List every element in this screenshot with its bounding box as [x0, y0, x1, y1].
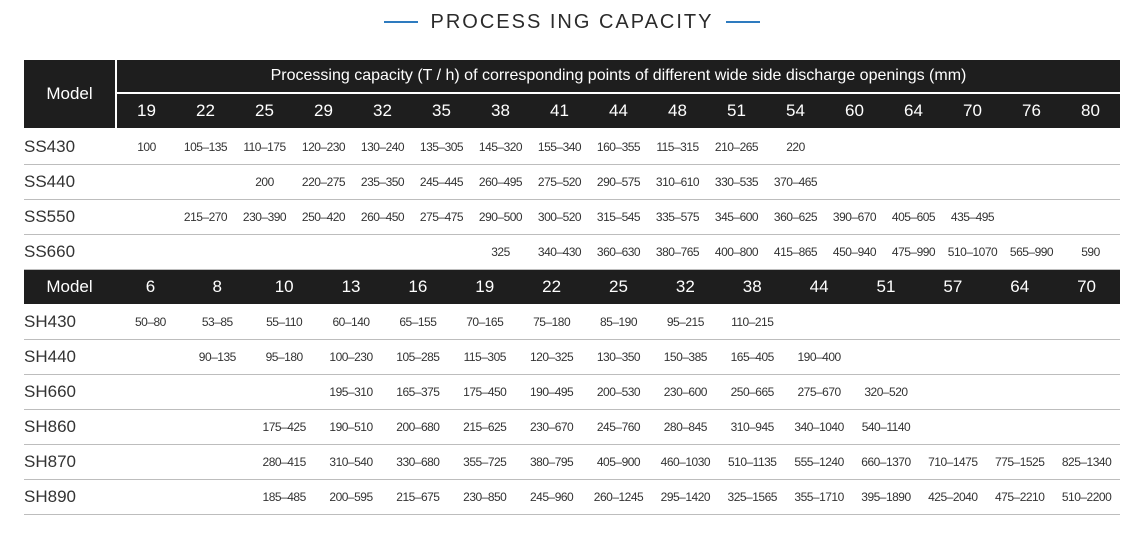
- capacity-cell: 160–355: [596, 140, 641, 154]
- capacity-cell: [1053, 305, 1120, 339]
- capacity-cell: [184, 480, 251, 514]
- model-name: SS550: [24, 207, 76, 226]
- ss_table-size-header: 64: [904, 101, 923, 120]
- capacity-cell: 53–85: [201, 315, 233, 329]
- ss_table-size-header: 76: [1022, 101, 1041, 120]
- capacity-cell: 565–990: [1009, 245, 1054, 259]
- model-name: SS440: [24, 172, 76, 191]
- capacity-cell: [1053, 375, 1120, 409]
- capacity-cell: [919, 410, 986, 444]
- capacity-cell: 65–155: [399, 315, 437, 329]
- capacity-cell: 55–110: [266, 315, 303, 329]
- ss_table-size-header: 41: [550, 101, 569, 120]
- capacity-cell: 215–270: [183, 210, 228, 224]
- capacity-cell: 115–315: [656, 140, 699, 154]
- capacity-cell: 175–425: [262, 420, 306, 434]
- capacity-cell: 405–900: [596, 455, 641, 469]
- ss-size-header-row: [117, 94, 1120, 128]
- capacity-cell: 510–1135: [727, 455, 777, 469]
- capacity-cell: [853, 340, 920, 374]
- capacity-cell: 50–80: [134, 315, 166, 329]
- capacity-cell: 245–445: [419, 175, 464, 189]
- capacity-cell: 380–765: [655, 245, 700, 259]
- capacity-cell: 260–450: [360, 210, 405, 224]
- capacity-cell: 510–2200: [1061, 490, 1112, 504]
- sh_table-size-header: 19: [475, 277, 495, 296]
- capacity-cell: 75–180: [533, 315, 571, 329]
- capacity-cell: 95–215: [666, 315, 704, 329]
- capacity-cell: 165–405: [730, 350, 774, 364]
- sh_table-size-header: 6: [145, 277, 156, 296]
- model-name: SH430: [24, 312, 76, 331]
- capacity-cell: [412, 235, 471, 269]
- capacity-cell: [176, 235, 235, 269]
- capacity-cell: [1061, 165, 1120, 199]
- page-title: PROCESS ING CAPACITY: [430, 10, 714, 33]
- sh_table-size-header: 13: [341, 277, 361, 296]
- capacity-cell: 90–135: [198, 350, 236, 364]
- capacity-cell: [1053, 410, 1120, 444]
- capacity-cell: 355–725: [463, 455, 507, 469]
- model-name: SS430: [24, 137, 76, 156]
- capacity-cell: 510–1070: [947, 245, 998, 259]
- capacity-cell: 825–1340: [1061, 455, 1112, 469]
- capacity-cell: 200–530: [596, 385, 641, 399]
- table-row: [24, 235, 1120, 270]
- capacity-cell: 230–850: [463, 490, 507, 504]
- sh_table-size-header: 57: [943, 277, 963, 296]
- ss_table-size-header: 51: [727, 101, 746, 120]
- sh-model-header: Model: [46, 277, 93, 296]
- capacity-cell: 190–495: [530, 385, 574, 399]
- capacity-cell: 220: [786, 140, 805, 154]
- ss_table-size-header: 80: [1081, 101, 1100, 120]
- capacity-cell: [176, 165, 235, 199]
- capacity-cell: [1002, 200, 1061, 234]
- sh_table-size-header: 10: [274, 277, 294, 296]
- capacity-cell: 190–510: [329, 420, 373, 434]
- model-name: SH890: [24, 487, 76, 506]
- capacity-cell: 215–625: [463, 420, 507, 434]
- ss_table-size-header: 44: [609, 101, 628, 120]
- sh_table-size-header: 38: [742, 277, 762, 296]
- capacity-cell: 165–375: [396, 385, 440, 399]
- table-row: [24, 130, 1120, 165]
- capacity-cell: [919, 305, 986, 339]
- capacity-cell: [117, 235, 176, 269]
- sh_table-size-header: 25: [609, 277, 628, 296]
- sh-table-header: [24, 270, 1120, 304]
- capacity-cell: [353, 235, 412, 269]
- capacity-cell: 590: [1081, 245, 1100, 259]
- ss_table-size-header: 35: [432, 101, 451, 120]
- ss-caption-header: Processing capacity (T / h) of corresponding points of different wide side discharge openings (mm): [117, 60, 1120, 92]
- capacity-cell: [884, 130, 943, 164]
- ss-model-header: Model: [24, 60, 115, 128]
- capacity-cell: [251, 375, 318, 409]
- capacity-cell: 100: [137, 140, 156, 154]
- page-title-bar: [0, 0, 1144, 44]
- capacity-cell: 260–495: [478, 175, 523, 189]
- capacity-cell: 435–495: [950, 210, 995, 224]
- capacity-cell: 460–1030: [660, 455, 711, 469]
- capacity-cell: 450–940: [832, 245, 877, 259]
- capacity-cell: [117, 445, 184, 479]
- capacity-cell: 150–385: [663, 350, 707, 364]
- capacity-cell: 555–1240: [794, 455, 844, 469]
- capacity-cell: 195–310: [329, 385, 373, 399]
- capacity-cell: [943, 165, 1002, 199]
- capacity-cell: 275–475: [419, 210, 464, 224]
- capacity-cell: 250–420: [301, 210, 346, 224]
- ss_table-size-header: 22: [196, 101, 215, 120]
- capacity-cell: 245–960: [530, 490, 574, 504]
- capacity-cell: [294, 235, 353, 269]
- model-name: SS660: [24, 242, 76, 261]
- title-left-rule: [384, 21, 418, 23]
- capacity-cell: 235–350: [360, 175, 405, 189]
- capacity-cell: 280–845: [663, 420, 707, 434]
- capacity-cell: 370–465: [773, 175, 818, 189]
- capacity-cell: [884, 165, 943, 199]
- capacity-cell: [1061, 200, 1120, 234]
- capacity-cell: [919, 375, 986, 409]
- capacity-cell: 130–240: [360, 140, 405, 154]
- ss_table-size-header: 19: [137, 101, 156, 120]
- table-row: [24, 480, 1120, 515]
- capacity-cell: 355–1710: [794, 490, 844, 504]
- capacity-cell: 120–325: [530, 350, 574, 364]
- capacity-cell: [117, 410, 184, 444]
- capacity-cell: 345–600: [714, 210, 759, 224]
- capacity-cell: 250–665: [730, 385, 774, 399]
- capacity-cell: 200: [255, 175, 274, 189]
- capacity-cell: 190–400: [797, 350, 841, 364]
- model-name: SH660: [24, 382, 76, 401]
- capacity-cell: 325: [491, 245, 510, 259]
- capacity-cell: 85–190: [599, 315, 638, 329]
- capacity-cell: 105–285: [396, 350, 440, 364]
- table-row: [24, 445, 1120, 480]
- capacity-cell: [825, 130, 884, 164]
- capacity-cell: 110–175: [243, 140, 286, 154]
- capacity-cell: 185–485: [262, 490, 306, 504]
- capacity-cell: 110–215: [731, 315, 774, 329]
- capacity-cell: 660–1370: [861, 455, 911, 469]
- sh_table-size-header: 16: [408, 277, 428, 296]
- capacity-cell: 210–265: [714, 140, 759, 154]
- capacity-cell: 330–535: [714, 175, 759, 189]
- sh_table-size-header: 51: [876, 277, 896, 296]
- capacity-cell: 230–670: [530, 420, 574, 434]
- capacity-cell: 400–800: [714, 245, 759, 259]
- capacity-cell: 120–230: [301, 140, 346, 154]
- capacity-cell: 245–760: [596, 420, 641, 434]
- capacity-cell: 300–520: [537, 210, 582, 224]
- capacity-cell: 200–680: [396, 420, 440, 434]
- capacity-cell: [986, 410, 1053, 444]
- capacity-cell: 425–2040: [928, 490, 978, 504]
- capacity-cell: 275–520: [537, 175, 582, 189]
- ss_table-size-header: 32: [373, 101, 392, 120]
- ss_table-size-header: 38: [491, 101, 510, 120]
- title-right-rule: [726, 21, 760, 23]
- capacity-cell: 390–670: [832, 210, 877, 224]
- sh_table-size-header: 22: [542, 277, 562, 296]
- ss_table-size-header: 54: [786, 101, 805, 120]
- capacity-cell: 215–675: [396, 490, 440, 504]
- capacity-cell: 475–990: [891, 245, 936, 259]
- capacity-cell: 310–540: [329, 455, 373, 469]
- capacity-cell: 405–605: [891, 210, 936, 224]
- capacity-cell: 220–275: [301, 175, 346, 189]
- capacity-cell: 360–625: [773, 210, 818, 224]
- capacity-cell: 310–610: [655, 175, 700, 189]
- sh_table-size-header: 32: [675, 277, 695, 296]
- capacity-cell: [117, 165, 176, 199]
- capacity-cell: 415–865: [773, 245, 818, 259]
- sh_table-size-header: 70: [1077, 277, 1097, 296]
- capacity-cell: [117, 375, 184, 409]
- capacity-cell: [1053, 340, 1120, 374]
- capacity-cell: [853, 305, 920, 339]
- capacity-cell: [184, 375, 251, 409]
- ss_table-size-header: 70: [963, 101, 982, 120]
- capacity-cell: 290–575: [596, 175, 641, 189]
- capacity-cell: [117, 200, 176, 234]
- capacity-cell: [986, 340, 1053, 374]
- capacity-cell: 155–340: [537, 140, 582, 154]
- model-name: SH440: [24, 347, 76, 366]
- capacity-cell: 175–450: [463, 385, 507, 399]
- capacity-cell: 395–1890: [861, 490, 911, 504]
- capacity-cell: [117, 340, 184, 374]
- capacity-cell: 360–630: [596, 245, 641, 259]
- capacity-cell: 340–430: [537, 245, 582, 259]
- capacity-cell: 325–1565: [727, 490, 777, 504]
- capacity-cell: [184, 410, 251, 444]
- capacity-cell: [986, 305, 1053, 339]
- capacity-cell: 200–595: [329, 490, 373, 504]
- ss_table-size-header: 29: [314, 101, 333, 120]
- capacity-cell: 60–140: [332, 315, 370, 329]
- capacity-cell: 320–520: [864, 385, 908, 399]
- capacity-cell: 710–1475: [928, 455, 978, 469]
- capacity-cell: 280–415: [262, 455, 306, 469]
- capacity-cell: 260–1245: [593, 490, 644, 504]
- capacity-cell: 100–230: [329, 350, 373, 364]
- capacity-cell: 315–545: [596, 210, 641, 224]
- sh_table-size-header: 64: [1010, 277, 1030, 296]
- capacity-cell: 540–1140: [861, 420, 911, 434]
- capacity-cell: [919, 340, 986, 374]
- table-row: [24, 165, 1120, 200]
- ss-table-body: [24, 130, 1120, 270]
- table-row: [24, 375, 1120, 410]
- table-row: [24, 305, 1120, 340]
- ss_table-size-header: 48: [668, 101, 687, 120]
- capacity-cell: [786, 305, 853, 339]
- capacity-cell: 340–1040: [794, 420, 844, 434]
- capacity-cell: 295–1420: [660, 490, 711, 504]
- capacity-cell: [825, 165, 884, 199]
- capacity-cell: 135–305: [419, 140, 464, 154]
- model-name: SH860: [24, 417, 76, 436]
- capacity-cell: [235, 235, 294, 269]
- capacity-cell: 775–1525: [995, 455, 1045, 469]
- capacity-cell: 115–305: [463, 350, 506, 364]
- capacity-cell: 95–180: [265, 350, 303, 364]
- sh-table-body: [24, 305, 1120, 515]
- table-row: [24, 410, 1120, 445]
- capacity-cell: 330–680: [396, 455, 440, 469]
- capacity-cell: 145–320: [478, 140, 523, 154]
- capacity-cell: 130–350: [596, 350, 641, 364]
- ss-table-header: [24, 60, 1120, 128]
- capacity-cell: 230–390: [242, 210, 287, 224]
- table-row: [24, 200, 1120, 235]
- capacity-cell: [1002, 165, 1061, 199]
- ss_table-size-header: 25: [255, 101, 274, 120]
- sh_table-size-header: 44: [809, 277, 829, 296]
- capacity-cell: 335–575: [655, 210, 700, 224]
- capacity-cell: [986, 375, 1053, 409]
- capacity-cell: [943, 130, 1002, 164]
- capacity-cell: 105–135: [183, 140, 228, 154]
- capacity-cell: 310–945: [730, 420, 774, 434]
- capacity-cell: 380–795: [530, 455, 574, 469]
- table-row: [24, 340, 1120, 375]
- capacity-cell: 230–600: [663, 385, 707, 399]
- capacity-cell: [1002, 130, 1061, 164]
- capacity-cell: [117, 480, 184, 514]
- model-name: SH870: [24, 452, 76, 471]
- ss_table-size-header: 60: [845, 101, 864, 120]
- capacity-cell: 475–2210: [995, 490, 1045, 504]
- capacity-cell: [184, 445, 251, 479]
- capacity-cell: 70–165: [466, 315, 504, 329]
- sh_table-size-header: 8: [212, 277, 223, 296]
- capacity-cell: 275–670: [797, 385, 841, 399]
- capacity-cell: [1061, 130, 1120, 164]
- capacity-cell: 290–500: [478, 210, 523, 224]
